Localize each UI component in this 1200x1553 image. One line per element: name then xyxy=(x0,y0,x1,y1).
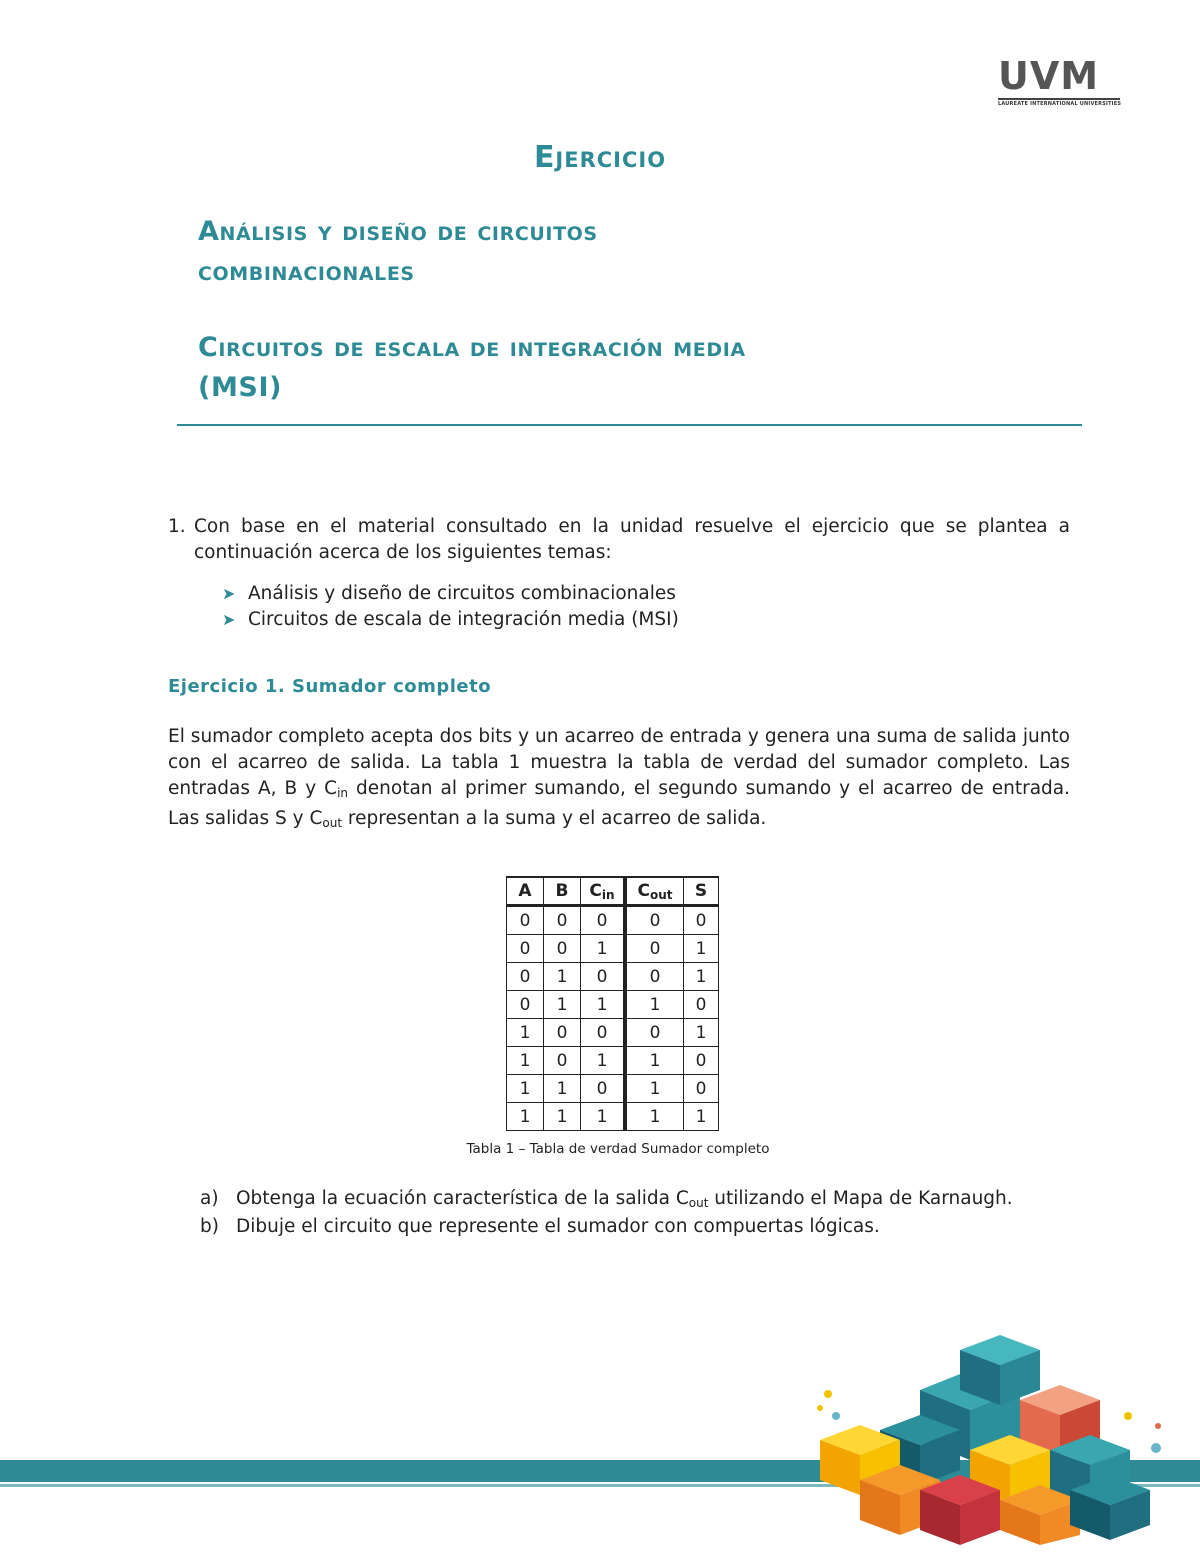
question-list xyxy=(200,1185,1013,1241)
topic-heading-2 xyxy=(198,328,1078,408)
list-item xyxy=(222,581,679,607)
table-cell: 0 xyxy=(684,1075,719,1103)
table-cell: 1 xyxy=(507,1075,544,1103)
table-cell: 1 xyxy=(684,1103,719,1131)
uvm-logo xyxy=(998,56,1122,110)
table-cell: 1 xyxy=(684,963,719,991)
table-cell: 1 xyxy=(684,1019,719,1047)
table-cell: 0 xyxy=(684,1047,719,1075)
header-b: B xyxy=(544,877,581,906)
question-text-after: utilizando el Mapa de Karnaugh. xyxy=(708,1188,1013,1209)
table-cell: 1 xyxy=(507,1103,544,1131)
table-caption: Tabla 1 – Tabla de verdad Sumador completo xyxy=(466,1141,770,1157)
topic-heading-1 xyxy=(198,212,1078,292)
table-cell: 1 xyxy=(581,935,626,963)
table-cell: 0 xyxy=(544,1019,581,1047)
logo-rule xyxy=(998,98,1120,100)
table-cell: 0 xyxy=(625,1019,684,1047)
table-row xyxy=(507,991,719,1019)
table-cell: 0 xyxy=(507,963,544,991)
table-cell: 0 xyxy=(581,1075,626,1103)
table-cell: 0 xyxy=(544,906,581,935)
topic-heading-1-line2: combinacionales xyxy=(198,256,415,287)
arrow-bullet-icon: ➤ xyxy=(222,610,236,629)
table-cell: 0 xyxy=(544,1047,581,1075)
desc-part-3: representan a la suma y el acarreo de salida. xyxy=(342,808,767,829)
table-cell: 1 xyxy=(625,1075,684,1103)
table-cell: 1 xyxy=(625,1103,684,1131)
intro-number: 1. xyxy=(168,516,186,537)
intro-paragraph xyxy=(168,514,1070,566)
desc-subscript-out: out xyxy=(322,816,343,830)
bullet-text: Circuitos de escala de integración media (MSI) xyxy=(248,609,679,630)
truth-table-header-row xyxy=(507,877,719,906)
list-item xyxy=(222,607,679,633)
table-cell: 1 xyxy=(507,1047,544,1075)
table-cell: 1 xyxy=(625,991,684,1019)
list-item xyxy=(200,1185,1013,1213)
header-s: S xyxy=(684,877,719,906)
logo-tagline: LAUREATE INTERNATIONAL UNIVERSITIES xyxy=(998,101,1122,107)
table-cell: 1 xyxy=(581,1103,626,1131)
question-text: Obtenga la ecuación característica de la salida C xyxy=(236,1188,689,1209)
table-cell: 0 xyxy=(684,991,719,1019)
table-cell: 0 xyxy=(544,935,581,963)
table-cell: 0 xyxy=(625,963,684,991)
table-cell: 1 xyxy=(625,1047,684,1075)
exercise-heading: Ejercicio 1. Sumador completo xyxy=(168,676,492,697)
question-label: a) xyxy=(200,1188,219,1209)
header-cin: $C_{in}$ xyxy=(581,877,626,906)
desc-part-2: denotan al primer sumando, el segundo sumando y el acarreo de entrada. Las salidas S y C xyxy=(168,778,1070,829)
table-cell: 0 xyxy=(625,935,684,963)
table-cell: 0 xyxy=(625,906,684,935)
table-cell: 1 xyxy=(581,991,626,1019)
truth-table xyxy=(506,876,719,1131)
table-cell: 1 xyxy=(544,1103,581,1131)
table-cell: 1 xyxy=(684,935,719,963)
table-cell: 0 xyxy=(684,906,719,935)
bullet-text: Análisis y diseño de circuitos combinacionales xyxy=(248,583,676,604)
desc-part-1: El sumador completo acepta dos bits y un acarreo de entrada y genera una suma de salida junto con el acarreo de salida. La tabla 1 muestra la tabla de verdad del sumador completo. Las entradas A, B y C xyxy=(168,726,1070,799)
table-cell: 1 xyxy=(544,963,581,991)
table-cell: 1 xyxy=(544,991,581,1019)
table-cell: 0 xyxy=(507,906,544,935)
question-label: b) xyxy=(200,1216,219,1237)
table-cell: 1 xyxy=(507,1019,544,1047)
intro-text: Con base en el material consultado en la unidad resuelve el ejercicio que se plantea a continuación acerca de los siguientes temas: xyxy=(194,516,1070,563)
table-cell: 1 xyxy=(581,1047,626,1075)
table-cell: 1 xyxy=(544,1075,581,1103)
table-row xyxy=(507,1019,719,1047)
title-divider xyxy=(177,424,1082,426)
table-cell: 0 xyxy=(507,935,544,963)
header-a: A xyxy=(507,877,544,906)
table-row xyxy=(507,1047,719,1075)
header-cout: $C_{out}$ xyxy=(625,877,684,906)
table-row xyxy=(507,963,719,991)
table-cell: 0 xyxy=(581,906,626,935)
page-title: Ejercicio xyxy=(533,140,667,175)
table-row xyxy=(507,1103,719,1131)
question-text: Dibuje el circuito que represente el sumador con compuertas lógicas. xyxy=(236,1216,880,1237)
topic-heading-2-line1: Circuitos de escala de integración media xyxy=(198,332,746,363)
table-row xyxy=(507,906,719,935)
question-subscript: out xyxy=(688,1196,709,1210)
table-row xyxy=(507,1075,719,1103)
exercise-description xyxy=(168,724,1070,836)
list-item xyxy=(200,1213,1013,1241)
logo-wordmark: UVM xyxy=(998,54,1100,98)
table-row xyxy=(507,935,719,963)
topic-bullet-list xyxy=(222,581,679,633)
desc-subscript-in: in xyxy=(337,786,349,800)
topic-heading-2-line2: (MSI) xyxy=(198,372,283,403)
table-cell: 0 xyxy=(581,963,626,991)
table-cell: 0 xyxy=(507,991,544,1019)
topic-heading-1-line1: Análisis y diseño de circuitos xyxy=(198,216,598,247)
arrow-bullet-icon: ➤ xyxy=(222,584,236,603)
decorative-cubes-graphic xyxy=(800,1330,1200,1553)
table-cell: 0 xyxy=(581,1019,626,1047)
